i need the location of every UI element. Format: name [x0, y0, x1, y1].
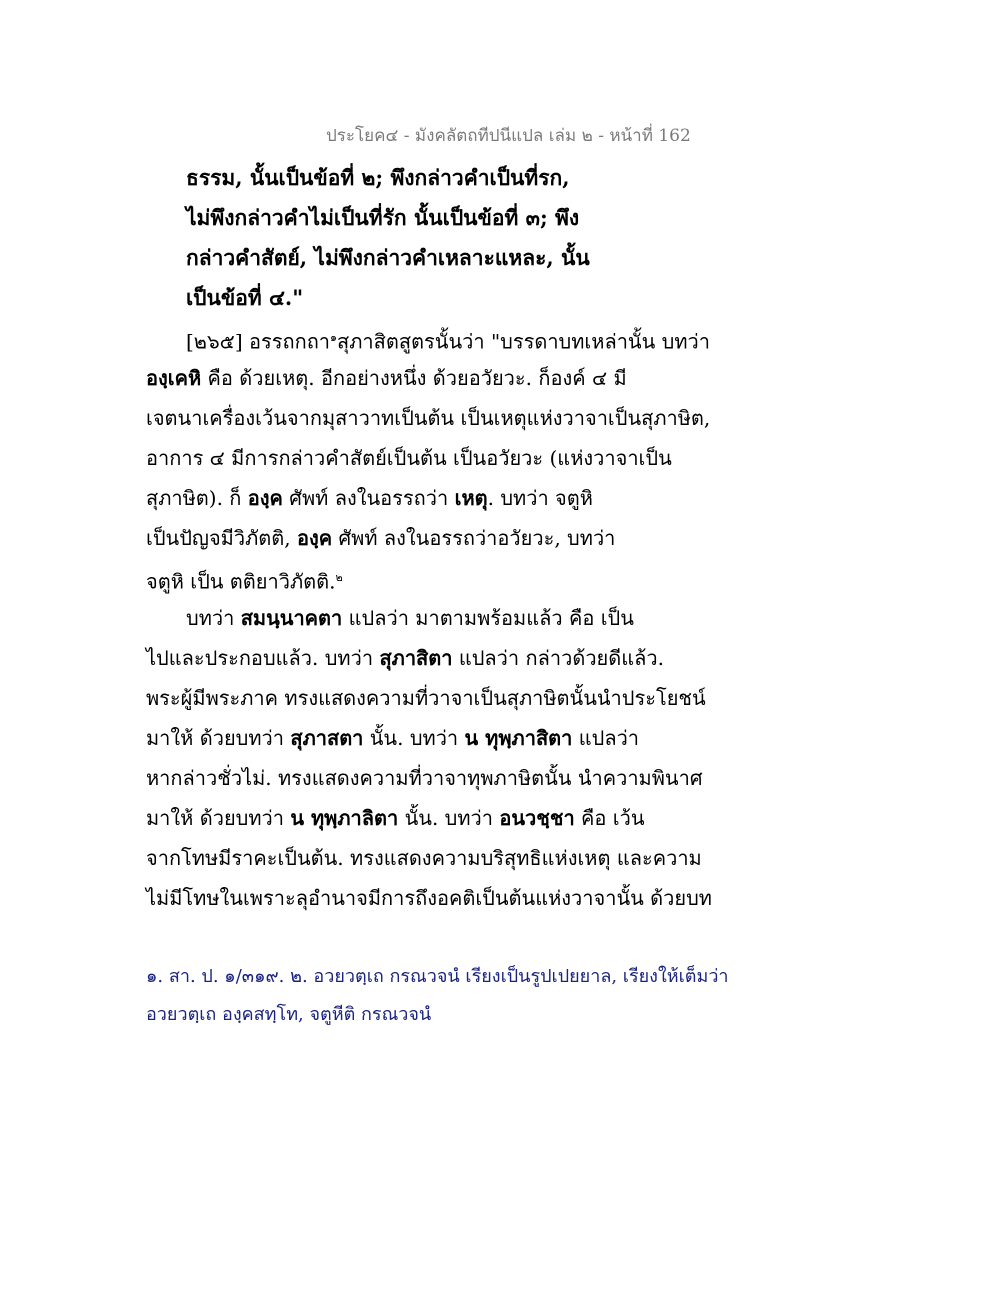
text-span: แปลว่า กล่าวด้วยดีแล้ว.	[452, 646, 664, 670]
paragraph-line	[146, 518, 706, 558]
paragraph-line	[146, 718, 706, 758]
pali-term: สุภาสตา	[290, 726, 364, 750]
text-span: นั้น. บทว่า	[398, 806, 500, 830]
text-span: แปลว่า มาตามพร้อมแล้ว คือ เป็น	[342, 606, 634, 630]
quote-line: ธรรม, นั้นเป็นข้อที่ ๒; พึงกล่าวคำเป็นที่รก,	[186, 165, 570, 190]
text-span: . บทว่า จตูหิ	[487, 486, 593, 510]
pali-term: อนวชฺชา	[499, 806, 575, 830]
footnote-line: อวยวตฺเถ องฺคสทฺโท, จตูหีติ กรณวจนํ	[146, 1004, 432, 1025]
quote-line: กล่าวคำสัตย์, ไม่พึงกล่าวคำเหลาะแหละ, นั้น	[186, 245, 590, 270]
footnotes	[146, 958, 746, 1034]
pali-term: น ทุพฺภาสิตา	[464, 726, 573, 750]
text-span: คือ ด้วยเหตุ. อีกอย่างหนึ่ง ด้วยอวัยวะ. ก็องค์ ๔ มี	[201, 366, 627, 390]
paragraph-line	[146, 638, 706, 678]
pali-term: องฺค	[296, 526, 333, 550]
pali-term: องฺค	[247, 486, 283, 510]
pali-term: สุภาสิตา	[379, 646, 453, 670]
text-span: ไปและประกอบแล้ว. บทว่า	[146, 646, 380, 670]
text-span: จตูหิ เป็น ตติยาวิภัตติ.	[146, 569, 336, 594]
text-span: แปลว่า	[572, 726, 640, 750]
text-span: ศัพท์ ลงในอรรถว่า	[282, 486, 455, 510]
text-span: [๒๖๕] อรรถกถา	[186, 329, 331, 354]
paragraph-line: หากล่าวชั่วไม่. ทรงแสดงความที่วาจาทุพภาษิตนั้น นำความพินาศ	[146, 766, 703, 790]
paragraph-line	[146, 798, 706, 838]
text-span: สุภาษิต). ก็	[146, 486, 248, 510]
paragraph-line	[146, 598, 706, 638]
pali-term: น ทุพฺภาลิตา	[290, 806, 399, 830]
text-span: เป็นปัญจมีวิภัตติ,	[146, 526, 297, 550]
footnote-ref: ๑	[330, 331, 338, 344]
text-span: สุภาสิตสูตรนั้นว่า "บรรดาบทเหล่านั้น บทว่า	[337, 329, 710, 354]
text-span: คือ เว้น	[574, 806, 645, 830]
pali-term: เหตุ	[454, 486, 488, 510]
paragraph-line: อาการ ๔ มีการกล่าวคำสัตย์เป็นต้น เป็นอวัยวะ (แห่งวาจาเป็น	[146, 446, 672, 470]
paragraph-line: เจตนาเครื่องเว้นจากมุสาวาทเป็นต้น เป็นเหตุแห่งวาจาเป็นสุภาษิต,	[146, 406, 711, 430]
body-text	[146, 318, 712, 918]
text-span: นั้น. บทว่า	[363, 726, 465, 750]
paragraph-line: ไม่มีโทษในเพราะลุอำนาจมีการถึงอคติเป็นต้นแห่งวาจานั้น ด้วยบท	[146, 886, 712, 910]
footnote-line: ๑. สา. ป. ๑/๓๑๙. ๒. อวยวตฺเถ กรณวจนํ เรียงเป็นรูปเปยยาล, เรียงให้เต็มว่า	[146, 966, 729, 987]
quote-line: ไม่พึงกล่าวคำไม่เป็นที่รัก นั้นเป็นข้อที่ ๓; พึง	[186, 205, 580, 230]
text-span: มาให้ ด้วยบทว่า	[146, 806, 291, 830]
text-span: ศัพท์ ลงในอรรถว่าอวัยวะ, บทว่า	[332, 526, 616, 550]
pali-term: องฺเคหิ	[146, 366, 202, 390]
page-header: ประโยค๔ - มังคลัตถทีปนีแปล เล่ม ๒ - หน้าที่ 162	[326, 126, 691, 146]
pali-term: สมนฺนาคตา	[240, 606, 343, 630]
paragraph-line	[146, 478, 706, 518]
quote-line: เป็นข้อที่ ๔."	[186, 285, 304, 310]
paragraph-line: จากโทษมีราคะเป็นต้น. ทรงแสดงความบริสุทธิแห่งเหตุ และความ	[146, 846, 702, 870]
quote-block	[186, 158, 590, 318]
paragraph-line	[146, 358, 706, 398]
text-span: มาให้ ด้วยบทว่า	[146, 726, 291, 750]
footnote-ref: ๒	[335, 571, 343, 584]
text-span: บทว่า	[186, 606, 241, 630]
paragraph-line: พระผู้มีพระภาค ทรงแสดงความที่วาจาเป็นสุภาษิตนั้นนำประโยชน์	[146, 686, 706, 710]
paragraph-line	[146, 558, 706, 598]
paragraph-line	[146, 318, 710, 358]
